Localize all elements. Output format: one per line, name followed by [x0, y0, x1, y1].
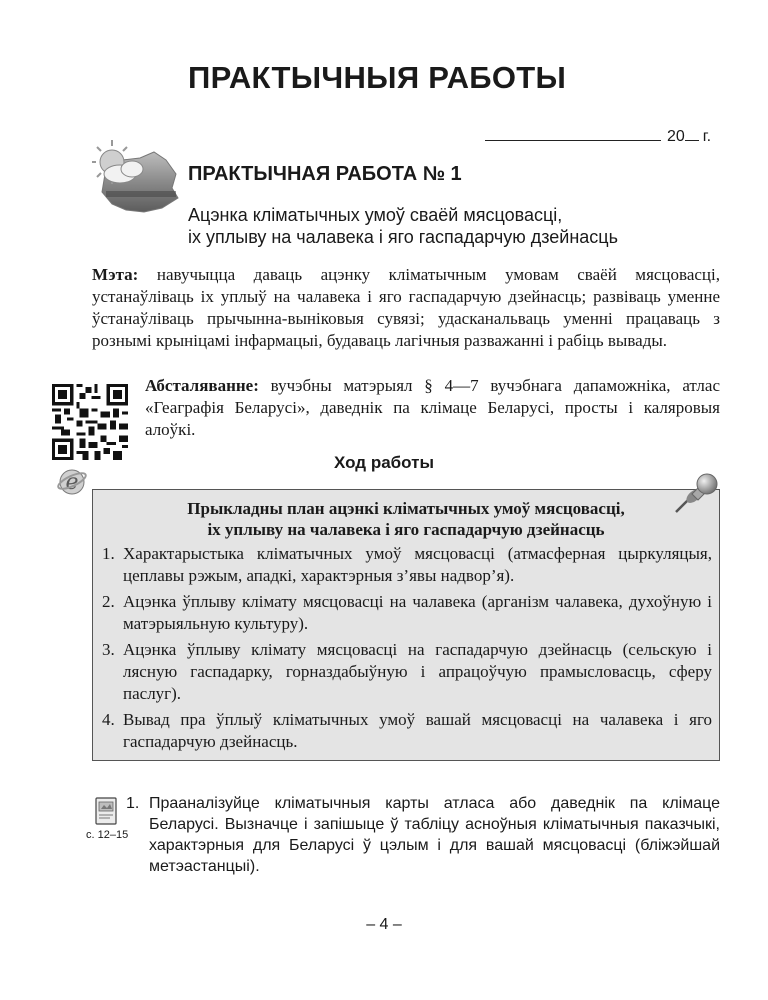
goal-paragraph [92, 264, 720, 352]
date-unit: г. [702, 128, 712, 145]
qr-code-icon[interactable] [52, 384, 128, 460]
work-subtitle-line2: іх уплыву на чалавека і яго гаспадарчую дзейнасць [188, 227, 618, 247]
work-subtitle-line1: Ацэнка кліматычных умоў сваёй мясцовасці, [188, 205, 563, 225]
plan-title-line2: іх уплыву на чалавека і яго гаспадарчую дзейнасць [207, 520, 605, 539]
plan-item-text: Вывад пра ўплыў кліматычных умоў вашай мясцовасці на чалавека і яго гаспадарчую дзейнасць. [123, 710, 712, 751]
goal-label: Мэта: [92, 265, 139, 284]
plan-item-number: 4. [102, 710, 115, 729]
task-1 [126, 793, 720, 877]
plan-item-number: 1. [102, 544, 115, 563]
date-line [485, 126, 711, 146]
plan-item [102, 543, 712, 587]
atlas-book-icon [95, 797, 117, 825]
plan-item-text: Ацэнка ўплыву клімату мясцовасці на гаспадарчую дзейнасць (сельскую і лясную гаспадарку, горназдабыўную і апрацоўчую прамысловасць, сферу паслуг). [123, 640, 712, 703]
plan-box [92, 489, 720, 761]
page-number: – 4 – [366, 916, 402, 933]
plan-item-number: 2. [102, 592, 115, 611]
work-title: ПРАКТЫЧНАЯ РАБОТА № 1 [188, 163, 462, 185]
plan-item [102, 639, 712, 705]
svg-text:e: e [65, 470, 79, 495]
page-reference: с. 12–15 [86, 829, 129, 841]
pushpin-icon [670, 472, 722, 518]
plan-item [102, 709, 712, 753]
year-blank [685, 126, 699, 141]
progress-heading: Ход работы [334, 453, 434, 472]
date-blank [485, 126, 661, 141]
section-title: ПРАКТЫЧНЫЯ РАБОТЫ [188, 60, 567, 95]
plan-item [102, 591, 712, 635]
task-number: 1. [126, 795, 140, 812]
equipment-paragraph [145, 375, 720, 441]
plan-item-number: 3. [102, 640, 115, 659]
plan-item-text: Ацэнка ўплыву клімату мясцовасці на чалавека (арганізм чалавека, духоўную і матэрыяльную культуру). [123, 592, 712, 633]
work-subtitle [188, 204, 618, 248]
equipment-text: вучэбны матэрыял § 4—7 вучэбнага дапаможніка, атлас «Геаграфія Беларусі», даведнік па клімаце Беларусі, просты і каляровыя алоўкі. [145, 376, 721, 439]
plan-title-line1: Прыкладны план ацэнкі кліматычных умоў мясцовасці, [187, 499, 625, 518]
plan-item-text: Характарыстыка кліматычных умоў мясцовасці (атмасферная цыркуляцыя, цеплавы рэжым, ападкі, характэрныя з’явы надвор’я). [123, 544, 712, 585]
equipment-label: Абсталяванне: [145, 376, 259, 395]
date-year-prefix: 20 [667, 128, 685, 145]
goal-text: навучыцца даваць ацэнку кліматычным умовам сваёй мясцовасці, устанаўліваць іх уплыў на чалавека і яго гаспадарчую дзейнасць; развіваць уменне ўстанаўліваць прычынна-выніковыя сувязі; удасканальваць уменні працаваць з рознымі крыніцамі інфармацыі, будаваць лагічныя разважанні і рабіць вывады. [92, 265, 720, 350]
task-text: Прааналізуйце кліматычныя карты атласа або даведнік па клімаце Беларусі. Вызначце і запішыце ў табліцу асноўныя кліматычныя паказчыкі, характэрныя для Беларусі ў цэлым і для вашай мясцовасці (бліжэйшай метэастанцыі). [149, 795, 720, 875]
weather-map-icon [92, 138, 184, 220]
plan-title [93, 498, 719, 540]
plan-list [102, 543, 712, 757]
